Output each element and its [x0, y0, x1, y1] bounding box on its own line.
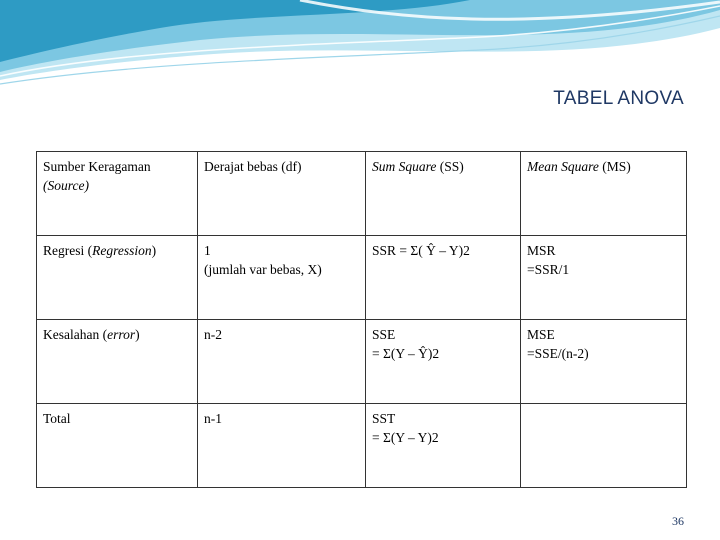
source-text: Total	[43, 411, 71, 426]
decorative-swoosh-banner	[0, 0, 720, 90]
header-ss	[366, 152, 521, 236]
source-end: )	[135, 327, 140, 342]
header-ms-italic: Mean Square	[527, 159, 599, 174]
table-header-row	[37, 152, 687, 236]
ss-line1: SSR = Σ( Ŷ – Y)2	[372, 243, 470, 258]
ss-line1: SSE	[372, 327, 396, 342]
cell-ms	[521, 236, 687, 320]
ss-line2: = Σ(Y – Ŷ)2	[372, 346, 440, 361]
header-ms	[521, 152, 687, 236]
header-source-label: Sumber Keragaman	[43, 159, 151, 174]
header-ss-italic: Sum Square	[372, 159, 437, 174]
header-source-italic: (Source)	[43, 178, 89, 193]
cell-source	[37, 320, 198, 404]
table-row	[37, 236, 687, 320]
ms-line1: MSR	[527, 243, 556, 258]
table-row	[37, 320, 687, 404]
df-line1: n-2	[204, 327, 222, 342]
source-text: Regresi (	[43, 243, 93, 258]
cell-source	[37, 236, 198, 320]
cell-ms	[521, 320, 687, 404]
cell-ss	[366, 236, 521, 320]
source-text: Kesalahan (	[43, 327, 108, 342]
page-number: 36	[672, 514, 684, 528]
cell-ss	[366, 404, 521, 488]
source-italic: Regression	[92, 243, 152, 258]
header-df-label: Derajat bebas (df)	[204, 159, 302, 174]
df-line1: 1	[204, 243, 211, 258]
header-ms-label: (MS)	[598, 159, 631, 174]
ms-line2: =SSE/(n-2)	[527, 346, 589, 361]
header-ss-label: (SS)	[436, 159, 464, 174]
header-df	[198, 152, 366, 236]
ss-line2: = Σ(Y – Y)2	[372, 430, 439, 445]
cell-ss	[366, 320, 521, 404]
cell-ms	[521, 404, 687, 488]
source-end: )	[151, 243, 157, 258]
cell-df	[198, 320, 366, 404]
ss-line1: SST	[372, 411, 396, 426]
cell-source	[37, 404, 198, 488]
ms-line1: MSE	[527, 327, 555, 342]
slide-title: TABEL ANOVA	[553, 88, 684, 109]
df-line1: n-1	[204, 411, 222, 426]
header-source	[37, 152, 198, 236]
cell-df	[198, 236, 366, 320]
cell-df	[198, 404, 366, 488]
table-row	[37, 404, 687, 488]
ms-line2: =SSR/1	[527, 262, 570, 277]
anova-table	[36, 151, 687, 488]
df-line2: (jumlah var bebas, X)	[204, 262, 322, 277]
source-italic: error	[107, 327, 136, 342]
